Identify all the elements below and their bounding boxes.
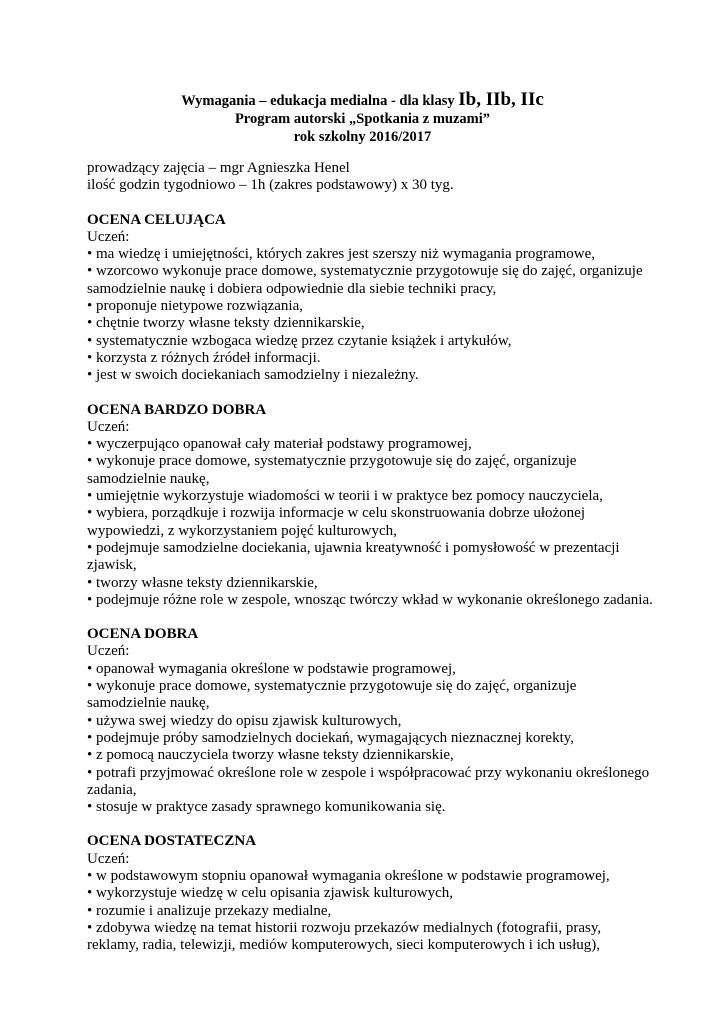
grade-section	[87, 626, 657, 816]
requirement-line: wypowiedzi, z wykorzystaniem pojęć kulturowych,	[87, 522, 397, 539]
section-heading: OCENA BARDZO DOBRA	[87, 401, 267, 418]
requirement-line: • z pomocą nauczyciela tworzy własne teksty dziennikarskie,	[87, 747, 454, 764]
requirement-line: zjawisk,	[87, 557, 137, 574]
requirement-line: • wzorcowo wykonuje prace domowe, systematycznie przygotowuje się do zajęć, organizuje	[87, 263, 643, 280]
grade-sections	[87, 212, 657, 955]
section-heading: OCENA DOSTATECZNA	[87, 833, 257, 850]
school-year: rok szkolny 2016/2017	[293, 129, 432, 145]
teacher-line: prowadzący zajęcia – mgr Agnieszka Henel	[87, 160, 350, 176]
requirement-line: • tworzy własne teksty dziennikarskie,	[87, 574, 318, 591]
requirement-line: • stosuje w praktyce zasady sprawnego komunikowania się.	[87, 799, 446, 816]
title-classes: Ib, IIb, IIc	[458, 89, 544, 110]
requirement-line: samodzielnie naukę,	[87, 695, 210, 712]
requirement-line: • podejmuje różne role w zespole, wnosząc twórczy wkład w wykonanie określonego zadania.	[87, 591, 653, 608]
requirement-line: • zdobywa wiedzę na temat historii rozwoju przekazów medialnych (fotografii, prasy,	[87, 919, 602, 936]
grade-section	[87, 833, 657, 954]
program-title: Program autorski „Spotkania z muzami”	[234, 111, 491, 127]
section-heading: OCENA CELUJĄCA	[87, 211, 226, 228]
section-subheading: Uczeń:	[87, 228, 130, 245]
requirement-line: • wykonuje prace domowe, systematycznie przygotowuje się do zajęć, organizuje	[87, 678, 577, 695]
requirement-line: zadania,	[87, 781, 137, 798]
grade-section	[87, 212, 657, 385]
requirement-line: • podejmuje samodzielne dociekania, ujawnia kreatywność i pomysłowość w prezentacji	[87, 539, 620, 556]
requirement-line: • ma wiedzę i umiejętności, których zakres jest szerszy niż wymagania programowe,	[87, 246, 595, 263]
requirement-line: • umiejętnie wykorzystuje wiadomości w teorii i w praktyce bez pomocy nauczyciela,	[87, 488, 603, 505]
requirement-line: • jest w swoich dociekaniach samodzielny i niezależny.	[87, 367, 419, 384]
requirement-line: samodzielnie naukę i dobiera odpowiednie dla siebie techniki pracy,	[87, 280, 497, 297]
requirement-line: • proponuje nietypowe rozwiązania,	[87, 298, 304, 315]
grade-section	[87, 402, 657, 610]
requirement-line: • wybiera, porządkuje i rozwija informacje w celu skonstruowania dobrze ułożonej	[87, 505, 585, 522]
requirement-line: • wyczerpująco opanował cały materiał podstawy programowej,	[87, 436, 472, 453]
requirement-line: • podejmuje próby samodzielnych dociekań, wymagających nieznacznej korekty,	[87, 729, 575, 746]
hours-line: ilość godzin tygodniowo – 1h (zakres podstawowy) x 30 tyg.	[87, 177, 454, 194]
requirement-line: • wykorzystuje wiedzę w celu opisania zjawisk kulturowych,	[87, 885, 453, 902]
requirement-line: • w podstawowym stopniu opanował wymagania określone w podstawie programowej,	[87, 867, 610, 884]
requirement-line: • rozumie i analizuje przekazy medialne,	[87, 902, 332, 919]
requirement-line: • opanował wymagania określone w podstawie programowej,	[87, 660, 456, 677]
section-heading: OCENA DOBRA	[87, 626, 199, 643]
requirement-line: reklamy, radia, telewizji, mediów komputerowych, sieci komputerowych i ich usług),	[87, 937, 601, 954]
requirement-line: • systematycznie wzbogaca wiedzę przez czytanie książek i artykułów,	[87, 332, 512, 349]
document-title	[0, 91, 725, 110]
document-body	[87, 160, 657, 954]
requirement-line: • używa swej wiedzy do opisu zjawisk kulturowych,	[87, 712, 402, 729]
requirement-line: • potrafi przyjmować określone role w zespole i współpracować przy wykonaniu określonego	[87, 764, 650, 781]
requirement-line: • wykonuje prace domowe, systematycznie przygotowuje się do zajęć, organizuje	[87, 453, 577, 470]
section-subheading: Uczeń:	[87, 850, 130, 867]
requirement-line: • chętnie tworzy własne teksty dziennikarskie,	[87, 315, 365, 332]
requirement-line: • korzysta z różnych źródeł informacji.	[87, 349, 321, 366]
requirement-line: samodzielnie naukę,	[87, 470, 210, 487]
title-prefix: Wymagania – edukacja medialna - dla klasy	[181, 93, 459, 109]
section-subheading: Uczeń:	[87, 418, 130, 435]
section-subheading: Uczeń:	[87, 643, 130, 660]
